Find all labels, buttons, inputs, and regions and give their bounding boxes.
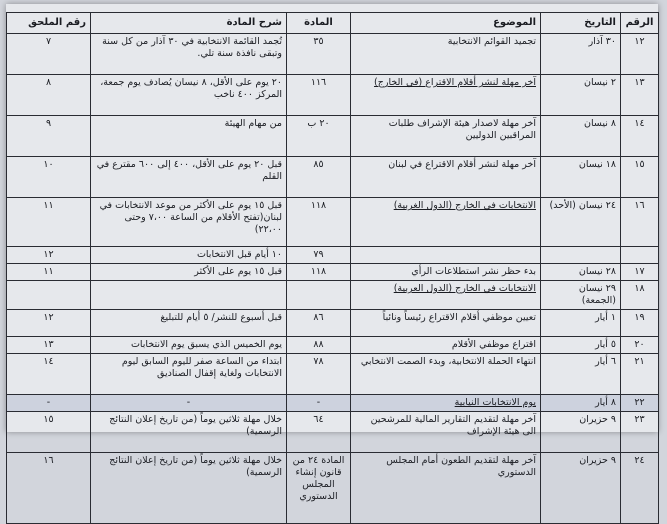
cell-annex: ١٢ bbox=[7, 247, 91, 264]
cell-topic bbox=[351, 247, 541, 264]
cell-article: ٧٩ bbox=[287, 247, 351, 264]
cell-explain: قبل أسبوع للنشر/ ٥ أيام للتبليغ bbox=[91, 310, 287, 337]
cell-topic: آخر مهلة لنشر أقلام الاقتراع في لبنان bbox=[351, 157, 541, 198]
cell-date: ١٨ نيسان bbox=[541, 157, 621, 198]
election-timeline-table bbox=[6, 12, 659, 524]
cell-annex: ١٥ bbox=[7, 412, 91, 453]
cell-num: ١٦ bbox=[621, 198, 659, 247]
cell-explain: قبل ٢٠ يوم على الأقل، ٤٠٠ إلى ٦٠٠ مقترع في القلم bbox=[91, 157, 287, 198]
cell-topic: يوم الانتخابات النيابية bbox=[351, 395, 541, 412]
cell-topic: بدء حظر نشر استطلاعات الرأي bbox=[351, 264, 541, 281]
table-row bbox=[7, 337, 659, 354]
cell-annex: ٨ bbox=[7, 75, 91, 116]
cell-num: ٢٠ bbox=[621, 337, 659, 354]
cell-explain: تُجمد القائمة الانتخابية في ٣٠ آذار من كل سنة وتبقى نافذة سنة تلي. bbox=[91, 34, 287, 75]
cell-topic: آخر مهلة لتقديم التقارير المالية للمرشحين الى هيئة الإشراف bbox=[351, 412, 541, 453]
cell-topic: انتهاء الحملة الانتخابية، وبدء الصمت الانتخابي bbox=[351, 354, 541, 395]
cell-date: ١ أيار bbox=[541, 310, 621, 337]
cell-date: ٢٤ نيسان (الأحد) bbox=[541, 198, 621, 247]
table-row bbox=[7, 157, 659, 198]
table-header-row bbox=[7, 13, 659, 34]
cell-annex: ١٣ bbox=[7, 337, 91, 354]
cell-explain: قبل ١٥ يوم على الأكثر bbox=[91, 264, 287, 281]
cell-article: ١١٨ bbox=[287, 198, 351, 247]
header-annex: رقم الملحق bbox=[7, 13, 91, 34]
header-date: التاريخ bbox=[541, 13, 621, 34]
cell-num: ١٨ bbox=[621, 281, 659, 310]
cell-date: ٢٩ نيسان (الجمعة) bbox=[541, 281, 621, 310]
cell-num: ٢٤ bbox=[621, 453, 659, 524]
cell-num: ٢٢ bbox=[621, 395, 659, 412]
cell-explain: خلال مهلة ثلاثين يوماً (من تاريخ إعلان النتائج الرسمية) bbox=[91, 453, 287, 524]
cell-explain: ٢٠ يوم على الأقل، ٨ نيسان يُصادف يوم جمعة، المركز ٤٠٠ ناخب bbox=[91, 75, 287, 116]
cell-num: ١٥ bbox=[621, 157, 659, 198]
cell-article: ٧٨ bbox=[287, 354, 351, 395]
table-row bbox=[7, 281, 659, 310]
table-row bbox=[7, 310, 659, 337]
cell-annex: ٩ bbox=[7, 116, 91, 157]
cell-date: ٢ نيسان bbox=[541, 75, 621, 116]
cell-article: ٨٦ bbox=[287, 310, 351, 337]
cell-explain: قبل ١٥ يوم على الأكثر من موعد الانتخابات في لبنان(تفتح الأقلام من الساعة ٧،٠٠ وحتى ٢٢،٠٠) bbox=[91, 198, 287, 247]
document-sheet bbox=[6, 4, 658, 502]
cell-annex: ١٦ bbox=[7, 453, 91, 524]
cell-explain: ابتداء من الساعة صفر لليوم السابق ليوم الانتخابات ولغاية إقفال الصناديق bbox=[91, 354, 287, 395]
cell-topic: آخر مهلة لتقديم الطعون أمام المجلس الدستوري bbox=[351, 453, 541, 524]
cell-explain: ١٠ أيام قبل الانتخابات bbox=[91, 247, 287, 264]
header-topic: الموضوع bbox=[351, 13, 541, 34]
table-row bbox=[7, 75, 659, 116]
table-row bbox=[7, 264, 659, 281]
cell-article: ٣٥ bbox=[287, 34, 351, 75]
cell-date: ٩ حزيران bbox=[541, 412, 621, 453]
cell-explain: من مهام الهيئة bbox=[91, 116, 287, 157]
cell-topic: آخر مهلة لاصدار هيئة الإشراف طلبات المراقبين الدوليين bbox=[351, 116, 541, 157]
cell-annex: ١٢ bbox=[7, 310, 91, 337]
cell-num bbox=[621, 247, 659, 264]
cell-topic: الانتخابات في الخارج (الدول العربية) bbox=[351, 281, 541, 310]
cell-topic: تجميد القوائم الانتخابية bbox=[351, 34, 541, 75]
cell-topic: اقتراع موظفي الأقلام bbox=[351, 337, 541, 354]
cell-topic: آخر مهلة لنشر أقلام الاقتراع (في الخارج) bbox=[351, 75, 541, 116]
cell-explain: خلال مهلة ثلاثين يوماً (من تاريخ إعلان النتائج الرسمية) bbox=[91, 412, 287, 453]
table-row bbox=[7, 412, 659, 453]
cell-article: - bbox=[287, 395, 351, 412]
header-article: المادة bbox=[287, 13, 351, 34]
cell-date: ٨ أيار bbox=[541, 395, 621, 412]
cell-article bbox=[287, 281, 351, 310]
cell-article: ٨٨ bbox=[287, 337, 351, 354]
cell-annex: ١١ bbox=[7, 198, 91, 247]
cell-article: ١١٨ bbox=[287, 264, 351, 281]
cell-num: ١٩ bbox=[621, 310, 659, 337]
cell-explain: يوم الخميس الذي يسبق يوم الانتخابات bbox=[91, 337, 287, 354]
cell-num: ١٣ bbox=[621, 75, 659, 116]
cell-article: المادة ٢٤ من قانون إنشاء المجلس الدستوري bbox=[287, 453, 351, 524]
cell-date: ٨ نيسان bbox=[541, 116, 621, 157]
header-num: الرقم bbox=[621, 13, 659, 34]
table-row bbox=[7, 453, 659, 524]
cell-annex: ٧ bbox=[7, 34, 91, 75]
cell-date: ٣٠ آذار bbox=[541, 34, 621, 75]
table-row bbox=[7, 34, 659, 75]
cell-topic: الانتخابات في الخارج (الدول الغربية) bbox=[351, 198, 541, 247]
cell-num: ٢١ bbox=[621, 354, 659, 395]
cell-date: ٦ أيار bbox=[541, 354, 621, 395]
cell-num: ١٧ bbox=[621, 264, 659, 281]
cell-annex: - bbox=[7, 395, 91, 412]
cell-annex bbox=[7, 281, 91, 310]
cell-article: ٨٥ bbox=[287, 157, 351, 198]
cell-date: ٢٨ نيسان bbox=[541, 264, 621, 281]
cell-annex: ١٤ bbox=[7, 354, 91, 395]
cell-num: ١٢ bbox=[621, 34, 659, 75]
cell-date: ٩ حزيران bbox=[541, 453, 621, 524]
cell-date: ٥ أيار bbox=[541, 337, 621, 354]
cell-article: ٢٠ ب bbox=[287, 116, 351, 157]
table-row bbox=[7, 354, 659, 395]
cell-annex: ١١ bbox=[7, 264, 91, 281]
cell-explain bbox=[91, 281, 287, 310]
table-row bbox=[7, 247, 659, 264]
cell-date bbox=[541, 247, 621, 264]
header-explain: شرح المادة bbox=[91, 13, 287, 34]
table-row bbox=[7, 198, 659, 247]
cell-topic: تعيين موظفي أقلام الاقتراع رئيساً ونائباً bbox=[351, 310, 541, 337]
cell-article: ٦٤ bbox=[287, 412, 351, 453]
cell-explain: - bbox=[91, 395, 287, 412]
cell-annex: ١٠ bbox=[7, 157, 91, 198]
table-row-election-day bbox=[7, 395, 659, 412]
cell-num: ١٤ bbox=[621, 116, 659, 157]
cell-num: ٢٣ bbox=[621, 412, 659, 453]
table-row bbox=[7, 116, 659, 157]
cell-article: ١١٦ bbox=[287, 75, 351, 116]
